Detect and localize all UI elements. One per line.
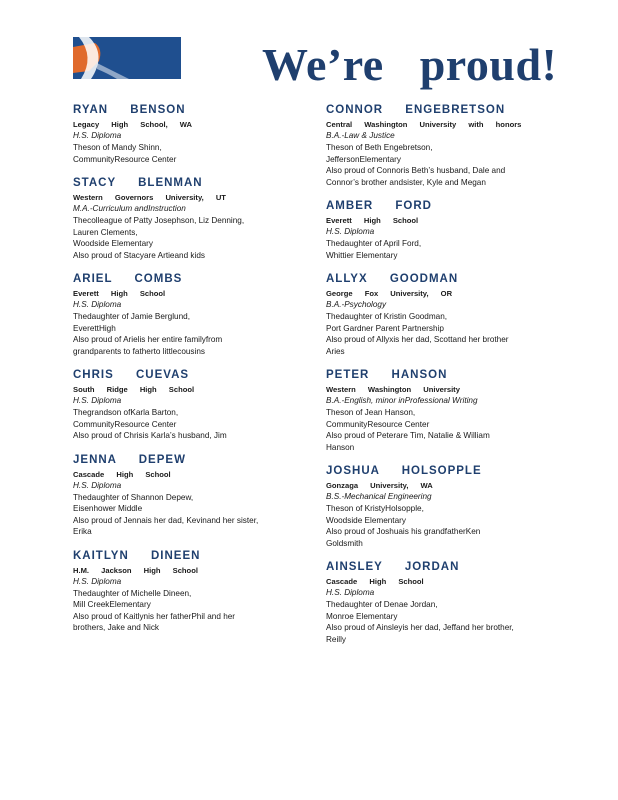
graduate-name: CONNOR ENGEBRETSON bbox=[326, 104, 506, 116]
graduate-detail-line: Whittier Elementary bbox=[326, 250, 398, 260]
graduate-degree: H.S. Diploma bbox=[73, 131, 122, 140]
graduate-detail-line: Thegrandson ofKarla Barton, bbox=[73, 408, 179, 417]
graduate-detail-line: Also proud of Connoris Beth’s husband, Dale and bbox=[326, 166, 506, 175]
graduate-school: Everett High School bbox=[326, 216, 419, 225]
graduate-detail-line: Eisenhower Middle bbox=[73, 504, 143, 513]
graduate-name: ARIEL COMBS bbox=[73, 273, 183, 285]
graduate-detail-line: JeffersonElementary bbox=[326, 154, 401, 164]
graduate-detail-line: Port Gardner Parent Partnership bbox=[326, 323, 444, 333]
graduate-name: JOSHUA HOLSOPPLE bbox=[326, 465, 482, 477]
graduate-degree: H.S. Diploma bbox=[73, 576, 122, 586]
graduate-name: JENNA DEPEW bbox=[73, 453, 186, 466]
graduate-entry bbox=[73, 177, 308, 261]
graduate-detail-line: Also proud of Stacyare Artieand kids bbox=[73, 250, 205, 260]
graduate-detail-line: Thecolleague of Patty Josephson, Liz Denning, bbox=[73, 216, 245, 225]
graduate-name: KAITLYN DINEEN bbox=[73, 549, 201, 562]
graduate-detail-line: Hanson bbox=[326, 442, 355, 452]
graduate-name: PETER HANSON bbox=[326, 369, 448, 381]
graduate-entry bbox=[326, 561, 551, 645]
graduate-detail-line: grandparents to fatherto littlecousins bbox=[73, 346, 205, 356]
graduate-degree: B.A.-English, minor inProfessional Writing bbox=[326, 396, 478, 405]
graduate-detail-line: Goldsmith bbox=[326, 538, 363, 548]
graduate-entry bbox=[73, 273, 308, 357]
graduate-detail-line: Theson of Jean Hanson, bbox=[326, 408, 416, 417]
graduate-degree: B.A.-Law & Justice bbox=[326, 131, 395, 140]
graduate-entry bbox=[326, 273, 551, 357]
graduate-detail-line: Also proud of Allyxis her dad, Scottand her brother bbox=[326, 335, 509, 344]
graduate-detail-line: Woodside Elementary bbox=[326, 515, 406, 525]
graduate-entry bbox=[326, 369, 551, 453]
graduate-detail-line: Woodside Elementary bbox=[73, 239, 153, 248]
graduate-detail-line: Reilly bbox=[326, 634, 347, 644]
graduate-school: Gonzaga University, WA bbox=[326, 481, 433, 490]
graduate-name: CHRIS CUEVAS bbox=[73, 369, 190, 381]
graduate-degree: H.S. Diploma bbox=[73, 300, 122, 309]
graduate-entry bbox=[73, 454, 308, 538]
graduate-detail-line: Also proud of Joshuais his grandfatherKen bbox=[326, 527, 481, 536]
graduate-school: Everett High School bbox=[73, 289, 166, 298]
graduate-detail-line: Also proud of Arielis her entire familyfrom bbox=[73, 335, 223, 344]
graduate-entry bbox=[73, 369, 308, 442]
graduate-degree: H.S. Diploma bbox=[326, 227, 375, 236]
graduate-detail-line: Thedaughter of April Ford, bbox=[326, 239, 422, 248]
right-column bbox=[326, 104, 551, 657]
graduate-school: Western Washington University bbox=[326, 385, 460, 394]
graduate-detail-line: CommunityResource Center bbox=[73, 419, 177, 429]
graduate-detail-line: brothers, Jake and Nick bbox=[73, 623, 160, 632]
graduate-detail-line: Also proud of Ainsleyis her dad, Jeffand her brother, bbox=[326, 623, 514, 632]
graduate-school: H.M. Jackson High School bbox=[73, 565, 198, 575]
graduate-school: Central Washington University with honors bbox=[326, 120, 522, 129]
graduate-entry bbox=[326, 465, 551, 549]
graduate-entry bbox=[73, 104, 308, 165]
graduate-school: South Ridge High School bbox=[73, 385, 195, 394]
graduate-detail-line: Thedaughter of Jamie Berglund, bbox=[73, 312, 190, 321]
graduate-school: George Fox University, OR bbox=[326, 289, 453, 298]
graduate-detail-line: Thedaughter of Denae Jordan, bbox=[326, 600, 438, 609]
graduate-degree: H.S. Diploma bbox=[73, 396, 122, 405]
graduate-detail-line: Thedaughter of Shannon Depew, bbox=[73, 492, 194, 502]
graduate-detail-line: Mill CreekElementary bbox=[73, 600, 151, 609]
page-title: We’re proud! bbox=[262, 39, 558, 90]
graduate-detail-line: Connor’s brother andsister, Kyle and Megan bbox=[326, 177, 486, 187]
graduate-degree: H.S. Diploma bbox=[73, 480, 122, 490]
graduate-detail-line: Also proud of Kaitlynis her fatherPhil and her bbox=[73, 611, 236, 621]
graduate-name: ALLYX GOODMAN bbox=[326, 273, 459, 285]
graduate-degree: M.A.-Curriculum andInstruction bbox=[73, 204, 186, 213]
graduate-detail-line: Also proud of Jennais her dad, Kevinand her sister, bbox=[73, 515, 259, 525]
graduate-name: RYAN BENSON bbox=[73, 104, 186, 116]
graduate-name: AMBER FORD bbox=[326, 200, 432, 212]
graduate-entry bbox=[326, 200, 551, 261]
graduate-degree: H.S. Diploma bbox=[326, 588, 375, 597]
graduate-detail-line: Erika bbox=[73, 527, 92, 536]
graduate-detail-line: Theson of Mandy Shinn, bbox=[73, 143, 162, 152]
graduate-degree: B.S.-Mechanical Engineering bbox=[326, 492, 432, 501]
graduate-degree: B.A.-Psychology bbox=[326, 300, 387, 309]
graduate-detail-line: CommunityResource Center bbox=[326, 419, 430, 429]
graduate-school: Cascade High School bbox=[73, 469, 171, 479]
graduate-school: Western Governors University, UT bbox=[73, 193, 226, 202]
graduate-school: Legacy High School, WA bbox=[73, 120, 193, 129]
graduate-name: AINSLEY JORDAN bbox=[326, 561, 460, 573]
graduate-entry bbox=[73, 550, 308, 634]
graduate-detail-line: CommunityResource Center bbox=[73, 154, 177, 164]
graduate-detail-line: Also proud of Peterare Tim, Natalie & William bbox=[326, 431, 490, 440]
graduate-detail-line: Lauren Clements, bbox=[73, 227, 138, 237]
graduate-detail-line: Thedaughter of Kristin Goodman, bbox=[326, 312, 448, 321]
graduate-detail-line: EverettHigh bbox=[73, 323, 116, 333]
graduate-detail-line: Thedaughter of Michelle Dineen, bbox=[73, 588, 192, 598]
left-column bbox=[73, 104, 308, 646]
graduate-detail-line: Theson of Beth Engebretson, bbox=[326, 143, 433, 152]
graduate-detail-line: Monroe Elementary bbox=[326, 611, 398, 621]
graduate-name: STACY BLENMAN bbox=[73, 177, 203, 189]
graduate-school: Cascade High School bbox=[326, 577, 424, 586]
logo-graphic bbox=[73, 37, 181, 79]
graduate-entry bbox=[326, 104, 551, 188]
graduate-detail-line: Also proud of Chrisis Karla’s husband, Jim bbox=[73, 431, 227, 440]
graduate-detail-line: Aries bbox=[326, 346, 345, 356]
graduate-detail-line: Theson of KristyHolsopple, bbox=[326, 504, 424, 513]
